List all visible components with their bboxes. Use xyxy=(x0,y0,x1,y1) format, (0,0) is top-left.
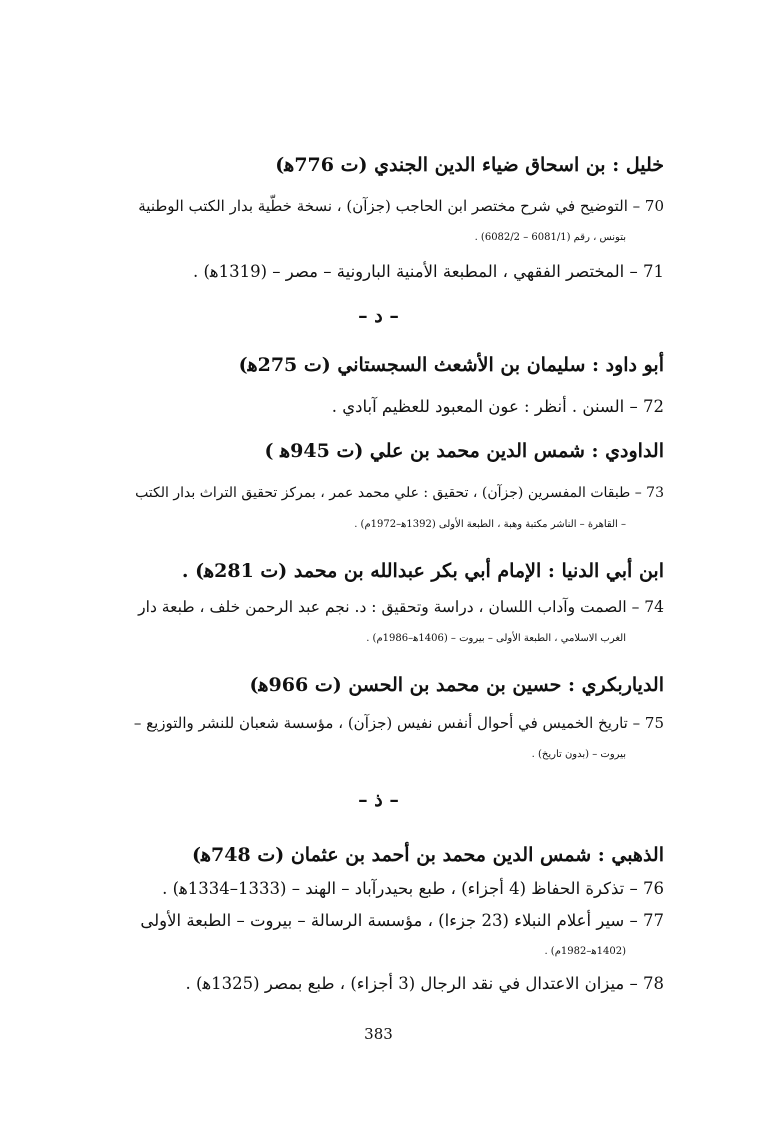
entry-77-line-1: 77 – سير أعلام النبلاء (23 جزءا) ، مؤسسة الرسالة – بيروت – الطبعة الأولى xyxy=(140,911,664,930)
entry-78-line-1: 78 – ميزان الاعتدال في نقد الرجال (3 أجزاء) ، طبع بمصر (1325ﻫ) . xyxy=(185,974,664,993)
letter-separator-dal: – د – xyxy=(358,305,399,327)
entry-70 xyxy=(124,191,664,253)
entry-70-line-2: بتونس ، رقم (6081/1 – 6082/2) . xyxy=(474,232,626,243)
entry-71-line-1: 71 – المختصر الفقهي ، المطبعة الأمنية البارونية – مصر – (1319ﻫ) . xyxy=(192,262,664,281)
entry-72-line-1: 72 – السنن . أنظر : عون المعبود للعظيم آبادي . xyxy=(331,397,664,416)
author-heading-khalil: خليل : بن اسحاق ضياء الدين الجندي (ت 776ﻫ) xyxy=(275,154,664,176)
entry-77-line-2: (1402ﻫ–1982م) . xyxy=(544,946,626,957)
author-heading-dawudi: الداودي : شمس الدين محمد بن علي (ت 945ﻫ ) xyxy=(264,440,664,462)
author-heading-dhahabi: الذهبي : شمس الدين محمد بن أحمد بن عثمان (ت 748ﻫ) xyxy=(192,844,664,866)
entry-72 xyxy=(124,391,664,422)
page-number: 383 xyxy=(364,1025,393,1043)
entry-74-line-1: 74 – الصمت وآداب اللسان ، دراسة وتحقيق : د. نجم عبد الرحمن خلف ، طبعة دار xyxy=(138,598,664,616)
entry-74-line-2: الغرب الاسلامي ، الطبعة الأولى – بيروت – (1406ﻫ–1986م) . xyxy=(366,633,626,644)
author-heading-abu-dawud: أبو داود : سليمان بن الأشعث السجستاني (ت 275ﻫ) xyxy=(238,354,664,376)
entry-78 xyxy=(124,968,664,999)
author-heading-ibn-abi-al-dunya: ابن أبي الدنيا : الإمام أبي بكر عبدالله بن محمد (ت 281ﻫ) . xyxy=(181,560,664,582)
entry-76-line-1: 76 – تذكرة الحفاظ (4 أجزاء) ، طبع بحيدرآباد – الهند – (1333–1334ﻫ) . xyxy=(162,879,664,898)
letter-separator-dhal: – ذ – xyxy=(358,789,399,811)
entry-75-line-1: 75 – تاريخ الخميس في أحوال أنفس نفيس (جزآن) ، مؤسسة شعبان للنشر والتوزيع – xyxy=(133,714,664,732)
entry-73-line-2: – القاهرة – الناشر مكتبة وهبة ، الطبعة الأولى (1392ﻫ–1972م) . xyxy=(354,519,626,530)
entry-70-line-1: 70 – التوضيح في شرح مختصر ابن الحاجب (جزآن) ، نسخة خطّية بدار الكتب الوطنية xyxy=(138,197,664,215)
entry-76 xyxy=(124,873,664,904)
entry-73 xyxy=(124,478,664,540)
entry-71 xyxy=(124,256,664,287)
entry-77 xyxy=(124,905,664,967)
entry-74 xyxy=(124,592,664,654)
entry-75-line-2: بيروت – (بدون تاريخ) . xyxy=(531,749,626,760)
author-heading-diyarbakri: الدياربكري : حسين بن محمد بن الحسن (ت 966ﻫ) xyxy=(249,674,664,696)
entry-73-line-1: 73 – طبقات المفسرين (جزآن) ، تحقيق : علي محمد عمر ، بمركز تحقيق التراث بدار الكتب xyxy=(135,485,664,501)
entry-75 xyxy=(124,708,664,770)
